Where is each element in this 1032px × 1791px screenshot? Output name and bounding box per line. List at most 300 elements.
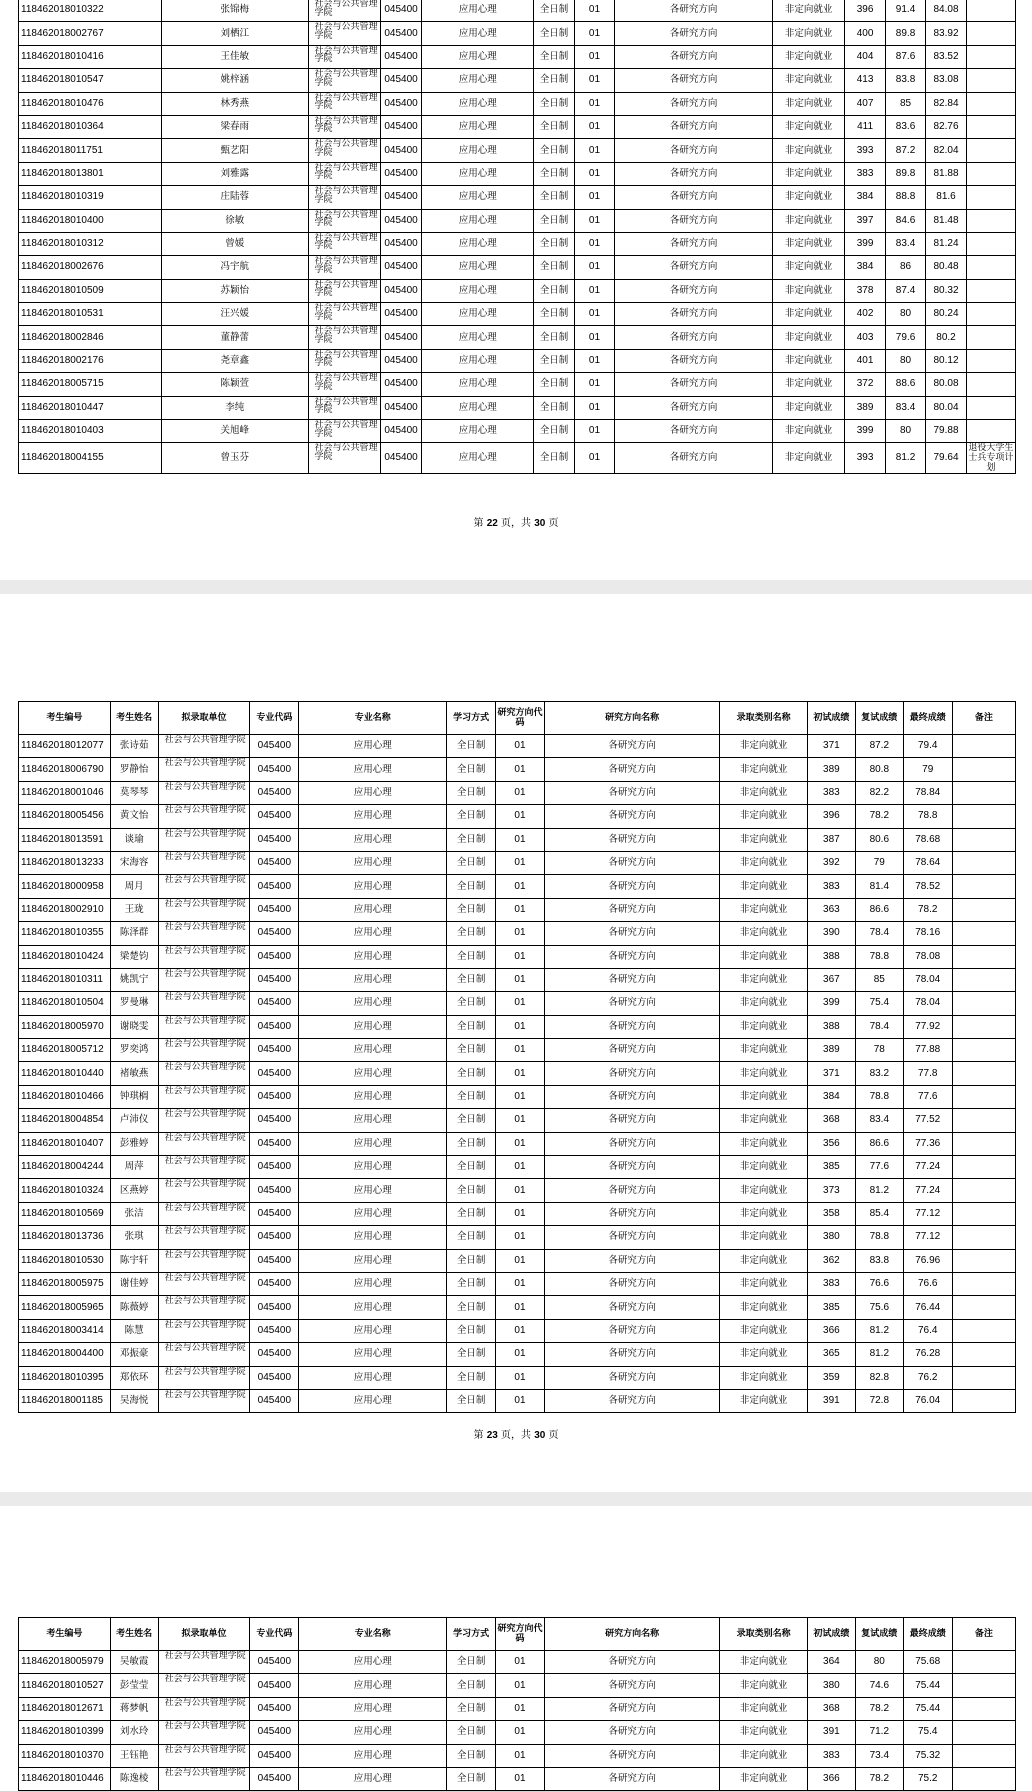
admission-category-cell: 非定向就业 [772, 256, 844, 279]
direction-name-cell: 各研究方向 [544, 1039, 719, 1062]
major-code-cell: 045400 [250, 1272, 299, 1295]
direction-code-cell: 01 [496, 1085, 545, 1108]
direction-name-cell: 各研究方向 [615, 303, 773, 326]
major-name-cell: 应用心理 [422, 139, 534, 162]
admission-category-cell: 非定向就业 [720, 1319, 808, 1342]
candidate-name-cell: 尧章鑫 [162, 349, 309, 372]
candidate-name-cell: 罗静怡 [110, 758, 158, 781]
major-code-cell: 045400 [250, 898, 299, 921]
table-row [19, 303, 1016, 326]
final-score-cell: 78.04 [903, 992, 952, 1015]
candidate-id-cell: 118462018010466 [19, 1085, 111, 1108]
table-row [19, 443, 1016, 474]
direction-code-cell: 01 [574, 443, 614, 474]
candidate-name-cell: 卢沛仪 [110, 1109, 158, 1132]
major-name-cell: 应用心理 [299, 1674, 447, 1697]
retest-score-cell: 83.8 [885, 69, 925, 92]
column-header: 录取类别名称 [720, 1618, 808, 1651]
direction-name-cell: 各研究方向 [544, 758, 719, 781]
direction-name-cell: 各研究方向 [544, 922, 719, 945]
direction-code-cell: 01 [574, 115, 614, 138]
candidate-name-cell: 陈宇轩 [110, 1249, 158, 1272]
admission-category-cell: 非定向就业 [772, 303, 844, 326]
remark-cell [952, 992, 1015, 1015]
direction-name-cell: 各研究方向 [544, 968, 719, 991]
table-row [19, 1674, 1016, 1697]
direction-code-cell: 01 [574, 209, 614, 232]
direction-name-cell: 各研究方向 [544, 1272, 719, 1295]
direction-name-cell: 各研究方向 [615, 69, 773, 92]
direction-code-cell: 01 [496, 1296, 545, 1319]
major-code-cell: 045400 [380, 162, 421, 185]
prelim-score-cell: 392 [807, 851, 855, 874]
table-row [19, 1651, 1016, 1674]
major-code-cell: 045400 [250, 922, 299, 945]
direction-code-cell: 01 [496, 758, 545, 781]
candidate-id-cell: 118462018010403 [19, 420, 162, 443]
candidate-id-cell: 118462018010504 [19, 992, 111, 1015]
major-name-cell: 应用心理 [299, 781, 447, 804]
direction-code-cell: 01 [496, 1744, 545, 1767]
major-code-cell: 045400 [380, 420, 421, 443]
retest-score-cell: 81.2 [885, 443, 925, 474]
direction-name-cell: 各研究方向 [615, 209, 773, 232]
candidate-name-cell: 曾媛 [162, 232, 309, 255]
candidate-name-cell: 曾玉芬 [162, 443, 309, 474]
candidate-name-cell: 徐敏 [162, 209, 309, 232]
major-name-cell: 应用心理 [299, 1132, 447, 1155]
major-code-cell: 045400 [250, 1156, 299, 1179]
major-code-cell: 045400 [250, 1015, 299, 1038]
major-code-cell: 045400 [250, 735, 299, 758]
major-code-cell: 045400 [380, 92, 421, 115]
admission-category-cell: 非定向就业 [772, 373, 844, 396]
remark-cell [952, 1039, 1015, 1062]
final-score-cell: 80.12 [926, 349, 966, 372]
prelim-score-cell: 393 [845, 139, 885, 162]
table-row [19, 420, 1016, 443]
remark-cell [966, 186, 1015, 209]
unit-cell: 社会与公共管理学院 [158, 1249, 250, 1272]
final-score-cell: 76.2 [903, 1366, 952, 1389]
candidate-name-cell: 罗曼琳 [110, 992, 158, 1015]
direction-code-cell: 01 [496, 1202, 545, 1225]
table-row [19, 373, 1016, 396]
study-mode-cell: 全日制 [534, 69, 574, 92]
major-name-cell: 应用心理 [299, 1015, 447, 1038]
final-score-cell: 80.08 [926, 373, 966, 396]
prelim-score-cell: 384 [807, 1085, 855, 1108]
final-score-cell: 80.2 [926, 326, 966, 349]
direction-code-cell: 01 [574, 279, 614, 302]
study-mode-cell: 全日制 [447, 945, 496, 968]
unit-cell: 社会与公共管理学院 [158, 875, 250, 898]
candidate-name-cell: 钟琪榈 [110, 1085, 158, 1108]
prelim-score-cell: 356 [807, 1132, 855, 1155]
table-row [19, 781, 1016, 804]
prelim-score-cell: 397 [845, 209, 885, 232]
remark-cell [966, 279, 1015, 302]
column-header: 考生编号 [19, 702, 111, 735]
major-code-cell: 045400 [250, 1767, 299, 1790]
study-mode-cell: 全日制 [447, 1319, 496, 1342]
remark-cell [952, 1226, 1015, 1249]
table-row [19, 735, 1016, 758]
direction-code-cell: 01 [496, 1109, 545, 1132]
column-header: 研究方向代码 [496, 702, 545, 735]
final-score-cell: 78.68 [903, 828, 952, 851]
major-code-cell: 045400 [250, 828, 299, 851]
study-mode-cell: 全日制 [447, 1179, 496, 1202]
retest-score-cell: 87.6 [885, 45, 925, 68]
admission-category-cell: 非定向就业 [772, 420, 844, 443]
remark-cell [966, 349, 1015, 372]
candidate-id-cell: 118462018005979 [19, 1651, 111, 1674]
admission-category-cell: 非定向就业 [720, 1226, 808, 1249]
table-row [19, 922, 1016, 945]
unit-cell: 社会与公共管理学院 [158, 1132, 250, 1155]
prelim-score-cell: 359 [807, 1366, 855, 1389]
direction-name-cell: 各研究方向 [544, 1179, 719, 1202]
retest-score-cell: 72.8 [855, 1389, 903, 1412]
admission-table-page-22 [18, 0, 1016, 474]
admission-category-cell: 非定向就业 [772, 186, 844, 209]
direction-code-cell: 01 [496, 992, 545, 1015]
column-header: 专业名称 [299, 1618, 447, 1651]
candidate-name-cell: 蒋梦帆 [110, 1697, 158, 1720]
prelim-score-cell: 384 [845, 256, 885, 279]
remark-cell [966, 373, 1015, 396]
major-name-cell: 应用心理 [422, 186, 534, 209]
direction-code-cell: 01 [574, 69, 614, 92]
retest-score-cell: 86 [885, 256, 925, 279]
candidate-id-cell: 118462018004854 [19, 1109, 111, 1132]
major-name-cell: 应用心理 [299, 992, 447, 1015]
major-name-cell: 应用心理 [299, 1366, 447, 1389]
major-name-cell: 应用心理 [422, 0, 534, 22]
candidate-name-cell: 汪兴媛 [162, 303, 309, 326]
final-score-cell: 81.24 [926, 232, 966, 255]
major-name-cell: 应用心理 [422, 303, 534, 326]
unit-cell: 社会与公共管理学院 [158, 1343, 250, 1366]
unit-cell: 社会与公共管理学院 [158, 1109, 250, 1132]
major-name-cell: 应用心理 [299, 875, 447, 898]
direction-name-cell: 各研究方向 [544, 1674, 719, 1697]
direction-name-cell: 各研究方向 [615, 162, 773, 185]
remark-cell [952, 1767, 1015, 1790]
final-score-cell: 84.08 [926, 0, 966, 22]
retest-score-cell: 85 [885, 92, 925, 115]
page-footer: 第 22 页，共 30 页 [473, 518, 559, 529]
retest-score-cell: 78.8 [855, 1226, 903, 1249]
column-header: 研究方向名称 [544, 702, 719, 735]
study-mode-cell: 全日制 [447, 1202, 496, 1225]
candidate-id-cell: 118462018010324 [19, 1179, 111, 1202]
retest-score-cell: 87.2 [885, 139, 925, 162]
study-mode-cell: 全日制 [447, 781, 496, 804]
major-code-cell: 045400 [380, 115, 421, 138]
final-score-cell: 77.24 [903, 1156, 952, 1179]
table-row [19, 0, 1016, 22]
remark-cell [966, 139, 1015, 162]
study-mode-cell: 全日制 [534, 326, 574, 349]
prelim-score-cell: 413 [845, 69, 885, 92]
candidate-name-cell: 宋海容 [110, 851, 158, 874]
final-score-cell: 79 [903, 758, 952, 781]
table-row [19, 45, 1016, 68]
study-mode-cell: 全日制 [534, 420, 574, 443]
candidate-name-cell: 姚凯宁 [110, 968, 158, 991]
prelim-score-cell: 402 [845, 303, 885, 326]
major-code-cell: 045400 [250, 1744, 299, 1767]
candidate-name-cell: 陈逸棱 [110, 1767, 158, 1790]
remark-cell [966, 396, 1015, 419]
final-score-cell: 77.24 [903, 1179, 952, 1202]
major-code-cell: 045400 [250, 992, 299, 1015]
major-code-cell: 045400 [250, 1062, 299, 1085]
remark-cell: 退役大学生士兵专项计划 [966, 443, 1015, 474]
major-name-cell: 应用心理 [422, 420, 534, 443]
remark-cell [952, 828, 1015, 851]
retest-score-cell: 78 [855, 1039, 903, 1062]
study-mode-cell: 全日制 [447, 1109, 496, 1132]
final-score-cell: 76.4 [903, 1319, 952, 1342]
remark-cell [966, 420, 1015, 443]
candidate-name-cell: 庄陆蓉 [162, 186, 309, 209]
retest-score-cell: 88.6 [885, 373, 925, 396]
table-row [19, 209, 1016, 232]
study-mode-cell: 全日制 [447, 1039, 496, 1062]
study-mode-cell: 全日制 [534, 186, 574, 209]
table-row [19, 968, 1016, 991]
candidate-name-cell: 张诗茹 [110, 735, 158, 758]
admission-category-cell: 非定向就业 [772, 279, 844, 302]
direction-code-cell: 01 [496, 1179, 545, 1202]
major-name-cell: 应用心理 [422, 232, 534, 255]
direction-name-cell: 各研究方向 [615, 232, 773, 255]
direction-code-cell: 01 [496, 1343, 545, 1366]
major-code-cell: 045400 [380, 373, 421, 396]
candidate-id-cell: 118462018010424 [19, 945, 111, 968]
direction-name-cell: 各研究方向 [544, 1721, 719, 1744]
candidate-name-cell: 彭雅婷 [110, 1132, 158, 1155]
prelim-score-cell: 403 [845, 326, 885, 349]
direction-code-cell: 01 [574, 396, 614, 419]
major-code-cell: 045400 [250, 1202, 299, 1225]
final-score-cell: 78.2 [903, 898, 952, 921]
retest-score-cell: 78.4 [855, 922, 903, 945]
unit-cell: 社会与公共管理学院 [308, 396, 380, 419]
remark-cell [952, 1319, 1015, 1342]
table-row [19, 1062, 1016, 1085]
retest-score-cell: 80 [885, 349, 925, 372]
major-code-cell: 045400 [250, 1674, 299, 1697]
retest-score-cell: 87.4 [885, 279, 925, 302]
prelim-score-cell: 368 [807, 1109, 855, 1132]
major-name-cell: 应用心理 [299, 1296, 447, 1319]
candidate-name-cell: 陈泽群 [110, 922, 158, 945]
direction-name-cell: 各研究方向 [615, 279, 773, 302]
final-score-cell: 77.12 [903, 1226, 952, 1249]
direction-name-cell: 各研究方向 [615, 22, 773, 45]
major-name-cell: 应用心理 [422, 69, 534, 92]
major-code-cell: 045400 [380, 0, 421, 22]
candidate-id-cell: 118462018000958 [19, 875, 111, 898]
prelim-score-cell: 364 [807, 1651, 855, 1674]
major-name-cell: 应用心理 [299, 1062, 447, 1085]
final-score-cell: 77.52 [903, 1109, 952, 1132]
retest-score-cell: 78.4 [855, 1015, 903, 1038]
candidate-id-cell: 118462018010312 [19, 232, 162, 255]
admission-category-cell: 非定向就业 [772, 69, 844, 92]
major-name-cell: 应用心理 [299, 1156, 447, 1179]
retest-score-cell: 80 [885, 303, 925, 326]
candidate-name-cell: 谈瑜 [110, 828, 158, 851]
candidate-id-cell: 118462018004244 [19, 1156, 111, 1179]
candidate-id-cell: 118462018010400 [19, 209, 162, 232]
direction-name-cell: 各研究方向 [544, 851, 719, 874]
column-header: 专业代码 [250, 702, 299, 735]
table-row [19, 1109, 1016, 1132]
major-name-cell: 应用心理 [299, 1226, 447, 1249]
major-name-cell: 应用心理 [299, 758, 447, 781]
major-name-cell: 应用心理 [422, 256, 534, 279]
remark-cell [952, 1296, 1015, 1319]
study-mode-cell: 全日制 [447, 1272, 496, 1295]
major-code-cell: 045400 [380, 22, 421, 45]
table-row [19, 256, 1016, 279]
table-row [19, 992, 1016, 1015]
direction-code-cell: 01 [496, 922, 545, 945]
major-code-cell: 045400 [250, 1249, 299, 1272]
major-name-cell: 应用心理 [299, 805, 447, 828]
candidate-name-cell: 甄艺阳 [162, 139, 309, 162]
direction-code-cell: 01 [496, 1366, 545, 1389]
direction-name-cell: 各研究方向 [615, 373, 773, 396]
study-mode-cell: 全日制 [534, 396, 574, 419]
table-row [19, 326, 1016, 349]
unit-cell: 社会与公共管理学院 [308, 92, 380, 115]
final-score-cell: 76.44 [903, 1296, 952, 1319]
unit-cell: 社会与公共管理学院 [158, 1389, 250, 1412]
candidate-id-cell: 118462018002846 [19, 326, 162, 349]
retest-score-cell: 80 [885, 420, 925, 443]
major-code-cell: 045400 [250, 1039, 299, 1062]
unit-cell: 社会与公共管理学院 [308, 232, 380, 255]
direction-code-cell: 01 [496, 1674, 545, 1697]
candidate-id-cell: 118462018005975 [19, 1272, 111, 1295]
candidate-id-cell: 118462018010547 [19, 69, 162, 92]
unit-cell: 社会与公共管理学院 [158, 992, 250, 1015]
candidate-id-cell: 118462018001185 [19, 1389, 111, 1412]
direction-name-cell: 各研究方向 [544, 1366, 719, 1389]
candidate-id-cell: 118462018005456 [19, 805, 111, 828]
final-score-cell: 78.08 [903, 945, 952, 968]
prelim-score-cell: 380 [807, 1226, 855, 1249]
study-mode-cell: 全日制 [447, 1085, 496, 1108]
direction-code-cell: 01 [496, 1651, 545, 1674]
candidate-name-cell: 林秀燕 [162, 92, 309, 115]
study-mode-cell: 全日制 [534, 349, 574, 372]
candidate-name-cell: 褚敏燕 [110, 1062, 158, 1085]
final-score-cell: 78.8 [903, 805, 952, 828]
unit-cell: 社会与公共管理学院 [158, 828, 250, 851]
direction-name-cell: 各研究方向 [544, 1767, 719, 1790]
candidate-name-cell: 黄文怡 [110, 805, 158, 828]
unit-cell: 社会与公共管理学院 [158, 735, 250, 758]
prelim-score-cell: 389 [807, 1039, 855, 1062]
admission-category-cell: 非定向就业 [720, 735, 808, 758]
direction-code-cell: 01 [496, 781, 545, 804]
prelim-score-cell: 365 [807, 1343, 855, 1366]
candidate-id-cell: 118462018005715 [19, 373, 162, 396]
admission-category-cell: 非定向就业 [720, 1085, 808, 1108]
retest-score-cell: 84.6 [885, 209, 925, 232]
retest-score-cell: 73.4 [855, 1744, 903, 1767]
retest-score-cell: 91.4 [885, 0, 925, 22]
admission-category-cell: 非定向就业 [720, 851, 808, 874]
major-name-cell: 应用心理 [299, 1721, 447, 1744]
column-header: 专业名称 [299, 702, 447, 735]
direction-code-cell: 01 [574, 232, 614, 255]
admission-category-cell: 非定向就业 [720, 1039, 808, 1062]
unit-cell: 社会与公共管理学院 [158, 1366, 250, 1389]
admission-category-cell: 非定向就业 [720, 1109, 808, 1132]
study-mode-cell: 全日制 [447, 1674, 496, 1697]
major-name-cell: 应用心理 [299, 1272, 447, 1295]
remark-cell [952, 1272, 1015, 1295]
study-mode-cell: 全日制 [534, 303, 574, 326]
remark-cell [952, 1109, 1015, 1132]
major-name-cell: 应用心理 [422, 279, 534, 302]
final-score-cell: 76.96 [903, 1249, 952, 1272]
major-code-cell: 045400 [380, 232, 421, 255]
study-mode-cell: 全日制 [447, 1744, 496, 1767]
direction-name-cell: 各研究方向 [615, 186, 773, 209]
study-mode-cell: 全日制 [447, 758, 496, 781]
major-name-cell: 应用心理 [299, 1343, 447, 1366]
table-row [19, 115, 1016, 138]
final-score-cell: 75.44 [903, 1674, 952, 1697]
retest-score-cell: 81.4 [855, 875, 903, 898]
admission-category-cell: 非定向就业 [720, 1366, 808, 1389]
prelim-score-cell: 383 [807, 1272, 855, 1295]
final-score-cell: 81.88 [926, 162, 966, 185]
candidate-id-cell: 118462018004155 [19, 443, 162, 474]
table-row [19, 828, 1016, 851]
major-code-cell: 045400 [250, 781, 299, 804]
major-code-cell: 045400 [380, 279, 421, 302]
retest-score-cell: 89.8 [885, 162, 925, 185]
candidate-name-cell: 王佳敏 [162, 45, 309, 68]
major-name-cell: 应用心理 [299, 1697, 447, 1720]
candidate-name-cell: 董静蕾 [162, 326, 309, 349]
retest-score-cell: 83.2 [855, 1062, 903, 1085]
direction-code-cell: 01 [574, 256, 614, 279]
table-row [19, 1156, 1016, 1179]
table-row [19, 1366, 1016, 1389]
remark-cell [952, 851, 1015, 874]
final-score-cell: 80.32 [926, 279, 966, 302]
admission-category-cell: 非定向就业 [720, 1156, 808, 1179]
study-mode-cell: 全日制 [447, 805, 496, 828]
direction-code-cell: 01 [496, 1132, 545, 1155]
direction-code-cell: 01 [574, 45, 614, 68]
column-header: 复试成绩 [855, 1618, 903, 1651]
major-code-cell: 045400 [250, 1179, 299, 1202]
admission-category-cell: 非定向就业 [720, 828, 808, 851]
study-mode-cell: 全日制 [447, 828, 496, 851]
